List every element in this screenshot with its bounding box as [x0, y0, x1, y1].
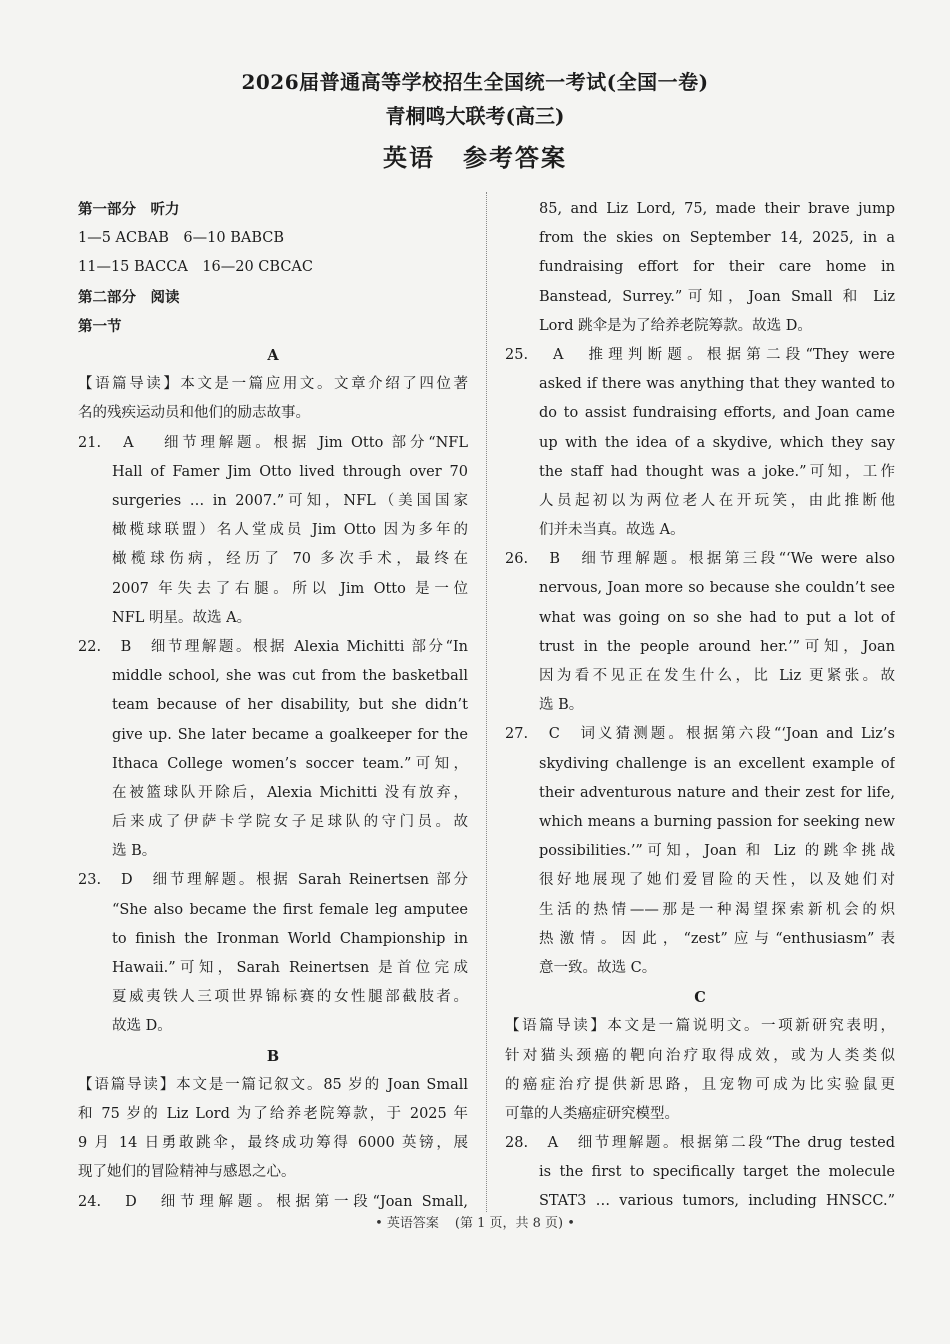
- text-line: 22. B 细节理解题。根据 Alexia Michitti 部分“In: [78, 638, 468, 655]
- text-line: B: [266, 1047, 280, 1065]
- text-line: 选 B。: [112, 843, 157, 860]
- text-line: 因为看不见正在发生什么，比 Liz 更紧张。故: [539, 668, 895, 685]
- text-line: 在被篮球队开除后，Alexia Michitti 没有放弃，: [112, 784, 468, 801]
- text-line: 热激情。因此，“zest”应与“enthusiasm”表: [539, 930, 895, 947]
- text-line: 橄榄球伤病，经历了 70 多次手术，最终在: [112, 551, 468, 568]
- text-line: asked if there was anything that they wanted to: [539, 376, 895, 393]
- text-line: 85, and Liz Lord, 75, made their brave jump: [539, 201, 895, 217]
- left-column: [78, 195, 468, 1217]
- text-line: middle school, she was cut from the basketball: [112, 668, 468, 685]
- text-line: possibilities.’”可知，Joan 和 Liz 的跳伞挑战: [539, 843, 895, 860]
- text-line: what was going on so she had to put a lot of: [539, 609, 895, 626]
- text-line: 后来成了伊萨卡学院女子足球队的守门员。故: [112, 814, 468, 831]
- text-line: Banstead, Surrey.”可知，Joan Small 和 Liz: [539, 288, 895, 305]
- text-line: 第二部分 阅读: [78, 288, 180, 306]
- text-line: 名的残疾运动员和他们的励志故事。: [78, 405, 310, 422]
- text-line: 夏威夷铁人三项世界锦标赛的女性腿部截肢者。: [112, 989, 468, 1006]
- text-line: A: [267, 347, 279, 365]
- column-divider: [486, 192, 488, 1212]
- text-line: 意一致。故选 C。: [539, 959, 657, 976]
- text-line: surgeries … in 2007.”可知，NFL（美国国家: [112, 492, 468, 509]
- text-line: Ithaca College women’s soccer team.”可知，: [112, 755, 468, 772]
- text-line: 28. A 细节理解题。根据第二段“The drug tested: [505, 1135, 895, 1152]
- text-line: fundraising effort for their care home in: [539, 259, 895, 276]
- text-line: 21. A 细节理解题。根据 Jim Otto 部分“NFL: [78, 434, 468, 451]
- subject-label: 英语: [383, 143, 435, 172]
- text-line: 现了她们的冒险精神与感恩之心。: [78, 1164, 296, 1181]
- text-line: Hawaii.”可知，Sarah Reinertsen 是首位完成: [112, 960, 468, 977]
- text-line: 11—15 BACCA 16—20 CBCAC: [78, 259, 313, 276]
- text-line: “She also became the first female leg amputee: [112, 901, 468, 918]
- exam-subtitle: 青桐鸣大联考(高三): [385, 104, 565, 128]
- text-line: give up. She later became a goalkeeper for the: [112, 726, 468, 743]
- text-line: 的癌症治疗提供新思路，且宠物可成为比实验鼠更: [505, 1076, 895, 1093]
- text-line: Hall of Famer Jim Otto lived through over 70: [112, 463, 468, 480]
- text-line: which means a burning passion for seeking new: [539, 813, 895, 830]
- text-line: Lord 跳伞是为了给养老院筹款。故选 D。: [539, 317, 812, 334]
- text-line: 23. D 细节理解题。根据 Sarah Reinertsen 部分: [78, 872, 468, 889]
- text-line: 2007 年失去了右腿。所以 Jim Otto 是一位: [112, 580, 468, 597]
- text-line: nervous, Joan more so because she couldn’t see: [539, 580, 895, 597]
- page-footer: [0, 1212, 950, 1231]
- text-line: 26. B 细节理解题。根据第三段“‘We were also: [505, 551, 895, 568]
- text-line: 橄榄球联盟）名人堂成员 Jim Otto 因为多年的: [112, 522, 468, 539]
- text-line: NFL 明星。故选 A。: [112, 609, 252, 626]
- text-line: 第一部分 听力: [78, 201, 180, 218]
- text-line: 可靠的人类癌症研究模型。: [505, 1105, 679, 1122]
- text-line: 人员起初以为两位老人在开玩笑，由此推断他: [539, 492, 895, 509]
- text-line: 很好地展现了她们爱冒险的天性，以及她们对: [539, 872, 895, 889]
- text-line: is the first to specifically target the molecule: [539, 1164, 895, 1181]
- text-line: 生活的热情——那是一种渴望探索新机会的炽: [539, 901, 895, 918]
- text-line: team because of her disability, but she didn’t: [112, 697, 468, 714]
- text-line: 选 B。: [539, 697, 584, 714]
- text-line: do to assist fundraising efforts, and Joan came: [539, 405, 895, 422]
- text-line: up with the idea of a skydive, which they say: [539, 434, 895, 451]
- text-line: 24. D 细节理解题。根据第一段“Joan Small,: [78, 1193, 468, 1210]
- text-line: to finish the Ironman World Championship in: [112, 930, 468, 947]
- text-line: skydiving challenge is an excellent example of: [539, 755, 895, 772]
- text-line: the staff had thought was a joke.”可知，工作: [539, 463, 895, 480]
- text-line: 25. A 推理判断题。根据第二段“They were: [505, 346, 895, 363]
- text-line: 针对猫头颈癌的靶向治疗取得成效，或为人类类似: [505, 1047, 895, 1064]
- exam-title: 2026届普通高等学校招生全国统一考试(全国一卷): [241, 70, 709, 94]
- text-line: trust in the people around her.’”可知，Joan: [539, 638, 895, 655]
- doc-type-label: 参考答案: [463, 143, 567, 172]
- text-line: 【语篇导读】本文是一篇说明文。一项新研究表明，: [505, 1018, 895, 1035]
- text-line: 和 75 岁的 Liz Lord 为了给养老院筹款，于 2025 年: [78, 1105, 468, 1122]
- text-line: C: [694, 989, 706, 1007]
- footer-page-number: (第 1 页，共 8 页) •: [454, 1216, 575, 1231]
- right-column: [505, 195, 895, 1217]
- text-line: 27. C 词义猜测题。根据第六段“‘Joan and Liz’s: [505, 726, 895, 743]
- text-line: their adventurous nature and their zest for life,: [539, 784, 895, 801]
- document-title: [0, 138, 950, 173]
- text-line: 1—5 ACBAB 6—10 BABCB: [78, 230, 284, 247]
- text-line: 9 月 14 日勇敢跳伞，最终成功筹得 6000 英镑，展: [78, 1135, 468, 1152]
- text-line: 们并未当真。故选 A。: [539, 522, 685, 539]
- text-line: 第一节: [78, 317, 122, 335]
- text-line: 故选 D。: [112, 1018, 172, 1035]
- text-line: STAT3 … various tumors, including HNSCC.”: [539, 1193, 895, 1210]
- text-line: from the skies on September 14, 2025, in a: [539, 230, 895, 247]
- text-line: 【语篇导读】本文是一篇应用文。文章介绍了四位著: [78, 376, 468, 393]
- footer-label: • 英语答案: [375, 1216, 439, 1231]
- text-line: 【语篇导读】本文是一篇记叙文。85 岁的 Joan Small: [78, 1076, 468, 1093]
